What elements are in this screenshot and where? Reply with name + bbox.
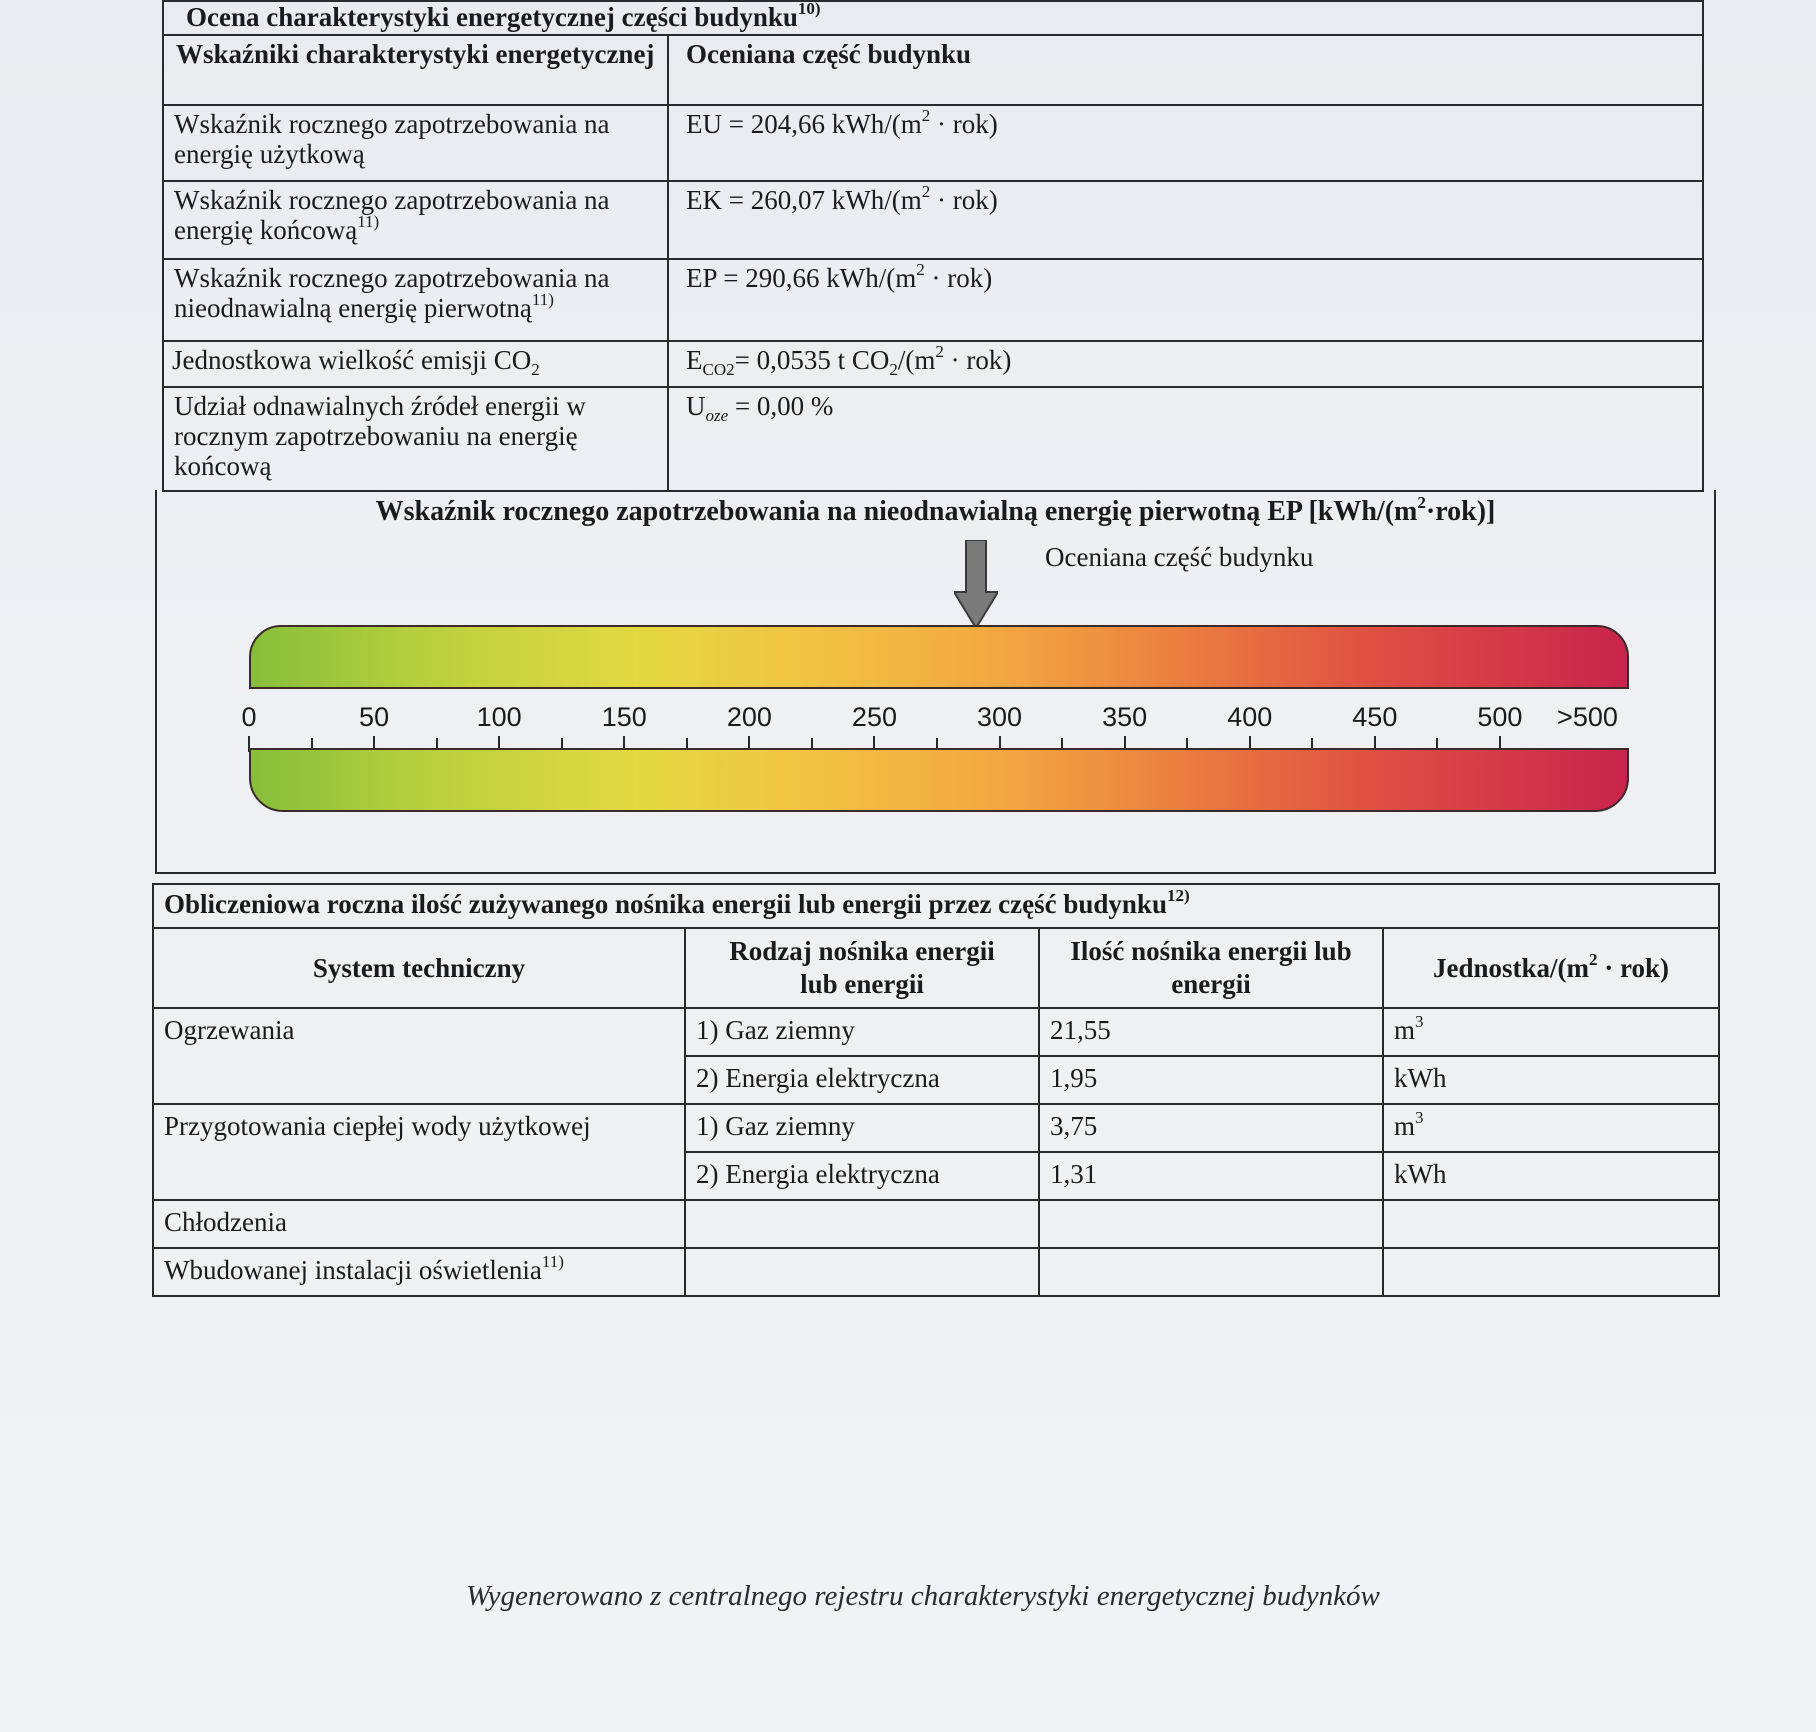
marker-arrow-icon xyxy=(954,540,998,628)
co2-label-text: Jednostkowa wielkość emisji CO xyxy=(172,345,532,375)
unit-sup: 2 xyxy=(916,260,925,279)
co2-value-end: · rok) xyxy=(943,345,1012,375)
scale-axis xyxy=(241,702,1625,752)
unit-cell xyxy=(1383,1152,1719,1200)
unit-sup: 2 xyxy=(921,106,931,125)
oze-symbol-sub: oze xyxy=(705,406,729,425)
energy-indicators-table xyxy=(162,0,1704,492)
system-cell: Chłodzenia xyxy=(153,1200,685,1248)
co2-value-sup: 2 xyxy=(935,342,944,361)
scale-tick-label: 300 xyxy=(977,702,1023,732)
header-unit-post: · rok) xyxy=(1597,952,1670,983)
indicator-row-ep xyxy=(163,259,1703,341)
oze-label xyxy=(163,387,668,491)
indicator-symbol: EU xyxy=(686,109,722,139)
scale-tick-label: 450 xyxy=(1352,702,1398,732)
unit-sup: 2 xyxy=(921,182,931,201)
oze-value xyxy=(668,387,1703,491)
indicators-header-left xyxy=(163,35,668,105)
scale-tick-label: >500 xyxy=(1557,702,1618,732)
unit-cell xyxy=(1383,1248,1719,1296)
amount-cell xyxy=(1039,1200,1383,1248)
section-title: Ocena charakterystyki energetycznej części budynku xyxy=(186,2,798,32)
header-unit-sup: 2 xyxy=(1589,949,1598,969)
unit-text: kWh xyxy=(1394,1063,1447,1093)
system-cell: Ogrzewania xyxy=(153,1008,685,1104)
indicator-row-ek xyxy=(163,181,1703,259)
scale-tick-label: 0 xyxy=(241,702,257,732)
indicator-row-eu xyxy=(163,105,1703,181)
unit-text: m xyxy=(1394,1015,1416,1045)
co2-value xyxy=(668,341,1703,387)
unit-tail: · rok) xyxy=(930,185,998,215)
scale-tick-label: 150 xyxy=(601,702,647,732)
scale-tick-label: 50 xyxy=(359,702,390,732)
indicator-value-text: = 290,66 kWh/(m xyxy=(723,263,917,293)
co2-value-sub: 2 xyxy=(889,360,898,379)
indicators-header-right-text: Oceniana część budynku xyxy=(686,39,972,69)
consumption-title: Obliczeniowa roczna ilość zużywanego nośnika energii lub energii przez część budynku xyxy=(164,889,1167,919)
consumption-title-cell xyxy=(153,884,1719,928)
indicator-value xyxy=(668,181,1703,259)
table-row xyxy=(153,1200,1719,1248)
system-note: 11) xyxy=(541,1252,564,1271)
header-carrier: Rodzaj nośnika energii lub energii xyxy=(685,928,1039,1008)
indicator-value xyxy=(668,105,1703,181)
scale-title-sup: 2 xyxy=(1417,493,1426,512)
indicator-label-text: Wskaźnik rocznego zapotrzebowania na energię użytkową xyxy=(174,109,610,169)
carrier-cell: 1) Gaz ziemny xyxy=(685,1104,1039,1152)
indicators-header-left-text: Wskaźniki charakterystyki energetycznej xyxy=(176,39,655,69)
amount-cell: 21,55 xyxy=(1039,1008,1383,1056)
system-text: Wbudowanej instalacji oświetlenia xyxy=(164,1255,542,1285)
indicator-label xyxy=(163,105,668,181)
header-system: System techniczny xyxy=(153,928,685,1008)
consumption-header-row xyxy=(153,928,1719,1008)
amount-cell: 3,75 xyxy=(1039,1104,1383,1152)
unit-sup: 3 xyxy=(1415,1108,1424,1127)
indicator-label-text: Wskaźnik rocznego zapotrzebowania na nieodnawialną energię pierwotną xyxy=(174,263,610,323)
section-title-cell xyxy=(163,1,1703,35)
carrier-cell xyxy=(685,1248,1039,1296)
indicator-label xyxy=(163,259,668,341)
ep-scale xyxy=(155,490,1716,874)
scale-tick-label: 250 xyxy=(851,702,897,732)
scale-tick-label: 100 xyxy=(476,702,522,732)
table-row xyxy=(153,1008,1719,1056)
unit-tail: · rok) xyxy=(924,263,993,293)
indicator-note: 11) xyxy=(357,212,380,231)
system-cell xyxy=(153,1248,685,1296)
unit-cell xyxy=(1383,1056,1719,1104)
scale-tick-label: 400 xyxy=(1227,702,1273,732)
unit-tail: · rok) xyxy=(930,109,998,139)
indicator-symbol: EK xyxy=(686,185,722,215)
scale-bar-bottom xyxy=(249,748,1629,812)
scale-tick-label: 200 xyxy=(726,702,772,732)
indicators-header-right xyxy=(668,35,1703,105)
co2-symbol-sub: CO2 xyxy=(702,360,735,379)
oze-label-text: Udział odnawialnych źródeł energii w rocznym zapotrzebowaniu na energię końcową xyxy=(174,391,586,481)
unit-cell xyxy=(1383,1200,1719,1248)
co2-value-text: = 0,0535 t CO xyxy=(734,345,890,375)
footer-note: Wygenerowano z centralnego rejestru charakterystyki energetycznej budynków xyxy=(466,1580,1380,1612)
amount-cell: 1,31 xyxy=(1039,1152,1383,1200)
co2-value-tail: /(m xyxy=(897,345,936,375)
marker-label: Oceniana część budynku xyxy=(1045,542,1314,572)
table-row xyxy=(153,1248,1719,1296)
indicator-note: 11) xyxy=(531,290,554,309)
indicator-value xyxy=(668,259,1703,341)
co2-symbol: E xyxy=(686,345,703,375)
indicator-value-text: = 260,07 kWh/(m xyxy=(728,185,922,215)
oze-value-text: = 0,00 % xyxy=(734,391,834,421)
unit-cell xyxy=(1383,1104,1719,1152)
indicator-row-oze xyxy=(163,387,1703,491)
indicator-row-co2 xyxy=(163,341,1703,387)
energy-consumption-table xyxy=(152,883,1720,1297)
carrier-cell xyxy=(685,1200,1039,1248)
unit-cell xyxy=(1383,1008,1719,1056)
oze-symbol: U xyxy=(686,391,706,421)
unit-text: kWh xyxy=(1394,1159,1447,1189)
table-row xyxy=(153,1104,1719,1152)
header-unit xyxy=(1383,928,1719,1008)
carrier-cell: 2) Energia elektryczna xyxy=(685,1152,1039,1200)
co2-label-sub: 2 xyxy=(531,360,540,379)
indicator-symbol: EP xyxy=(686,263,717,293)
indicator-label xyxy=(163,181,668,259)
system-cell: Przygotowania ciepłej wody użytkowej xyxy=(153,1104,685,1200)
scale-title xyxy=(157,493,1714,528)
header-amount: Ilość nośnika energii lub energii xyxy=(1039,928,1383,1008)
scale-tick-label: 500 xyxy=(1477,702,1523,732)
amount-cell xyxy=(1039,1248,1383,1296)
scale-bar-top xyxy=(249,625,1629,689)
amount-cell: 1,95 xyxy=(1039,1056,1383,1104)
section-title-note: 10) xyxy=(797,0,821,18)
indicator-label-text: Wskaźnik rocznego zapotrzebowania na energię końcową xyxy=(174,185,610,245)
unit-sup: 3 xyxy=(1415,1012,1424,1031)
co2-label xyxy=(163,341,668,387)
scale-title-post: ·rok)] xyxy=(1425,496,1496,527)
scale-title-pre: Wskaźnik rocznego zapotrzebowania na nieodnawialną energię pierwotną EP [kWh/(m xyxy=(375,496,1418,527)
carrier-cell: 1) Gaz ziemny xyxy=(685,1008,1039,1056)
header-unit-pre: Jednostka/(m xyxy=(1432,952,1589,983)
consumption-title-note: 12) xyxy=(1166,886,1190,905)
scale-tick-label: 350 xyxy=(1102,702,1148,732)
indicator-value-text: = 204,66 kWh/(m xyxy=(728,109,922,139)
unit-text: m xyxy=(1394,1111,1416,1141)
carrier-cell: 2) Energia elektryczna xyxy=(685,1056,1039,1104)
